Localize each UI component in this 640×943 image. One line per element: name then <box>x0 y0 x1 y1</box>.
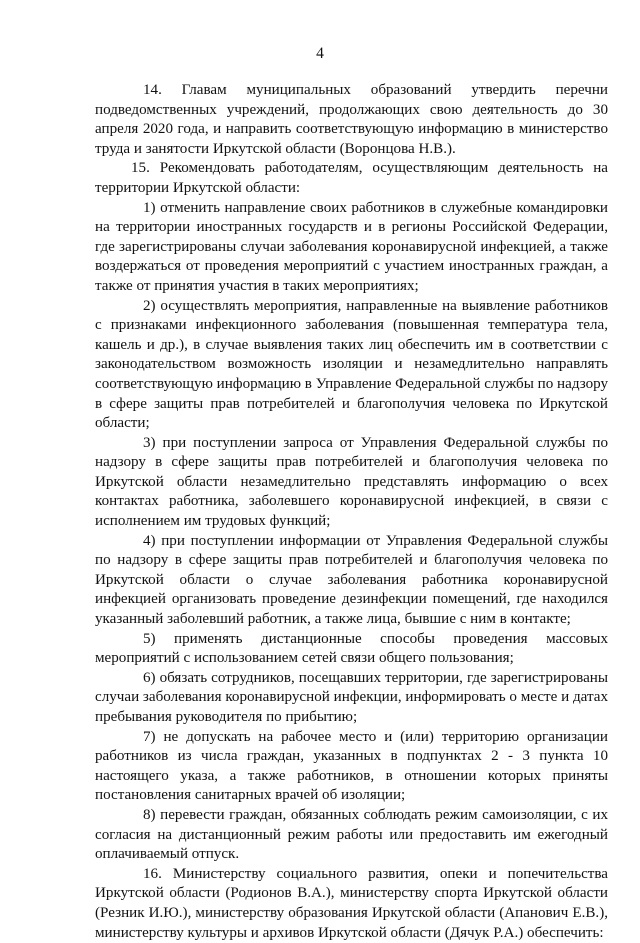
document-body <box>95 81 608 943</box>
subitem-6: 6) обязать сотрудников, посещавших территории, где зарегистрированы случаи заболевания коронавирусной инфекции, информировать о месте и датах пребывания руководителя по прибытию; <box>95 669 608 725</box>
subitem-7: 7) не допускать на рабочее место и (или) территорию организации работников из числа граждан, указанных в подпунктах 2 - 3 пункта 10 настоящего указа, а также работников, в отношении которых приняты постановления санитарных врачей об изоляции; <box>95 728 608 804</box>
subitem-2: 2) осуществлять мероприятия, направленные на выявление работников с признаками инфекционного заболевания (повышенная температура тела, кашель и др.), в случае выявления таких лиц обеспечить им в соответствии с законодательством возможность изоляции и незамедлительно направлять соответствующую информацию в Управление Федеральной службы по надзору в сфере защиты прав потребителей и благополучия человека по Иркутской области; <box>95 297 609 432</box>
paragraph-15: 15. Рекомендовать работодателям, осуществляющим деятельность на территории Иркутской области: <box>95 160 608 196</box>
subitem-8: 8) перевести граждан, обязанных соблюдать режим самоизоляции, с их согласия на дистанционный режим работы или предоставить им ежегодный оплачиваемый отпуск. <box>95 806 608 863</box>
paragraph-16: 16. Министерству социального развития, опеки и попечительства Иркутской области (Родионов В.А.), министерству спорта Иркутской области (Резник И.Ю.), министерству образования Иркутской области (Апанович Е.В.), министерству культуры и архивов Иркутской области (Дячук Р.А.) обеспечить: <box>95 865 608 941</box>
subitem-5: 5) применять дистанционные способы проведения массовых мероприятий с использованием сетей связи общего пользования; <box>95 630 608 667</box>
subitem-4: 4) при поступлении информации от Управления Федеральной службы по надзору в сфере защиты прав потребителей и благополучия человека по Иркутской области о случае заболевания работника коронавирусной инфекцией организовать проведение дезинфекции помещений, где находился указанный заболевший работник, а также лица, бывшие с ним в контакте; <box>95 532 608 628</box>
subitem-1: 1) отменить направление своих работников в служебные командировки на территории иностранных государств и в регионы Российской Федерации, где зарегистрированы случаи заболевания коронавирусной инфекцией, а также воздержаться от проведения мероприятий с участием иностранных граждан, а также от принятия участия в таких мероприятиях; <box>95 199 608 294</box>
page-number: 4 <box>316 45 324 62</box>
subitem-3: 3) при поступлении запроса от Управления Федеральной службы по надзору в сфере защиты прав потребителей и благополучия человека по Иркутской области незамедлительно представлять информацию о всех контактах работника, заболевшего коронавирусной инфекцией, в связи с исполнением им трудовых функций; <box>95 434 608 530</box>
paragraph-14: 14. Главам муниципальных образований утвердить перечни подведомственных учреждений, продолжающих свою деятельность до 30 апреля 2020 года, и направить соответствующую информацию в министерство труда и занятости Иркутской области (Воронцова Н.В.). <box>95 82 608 157</box>
